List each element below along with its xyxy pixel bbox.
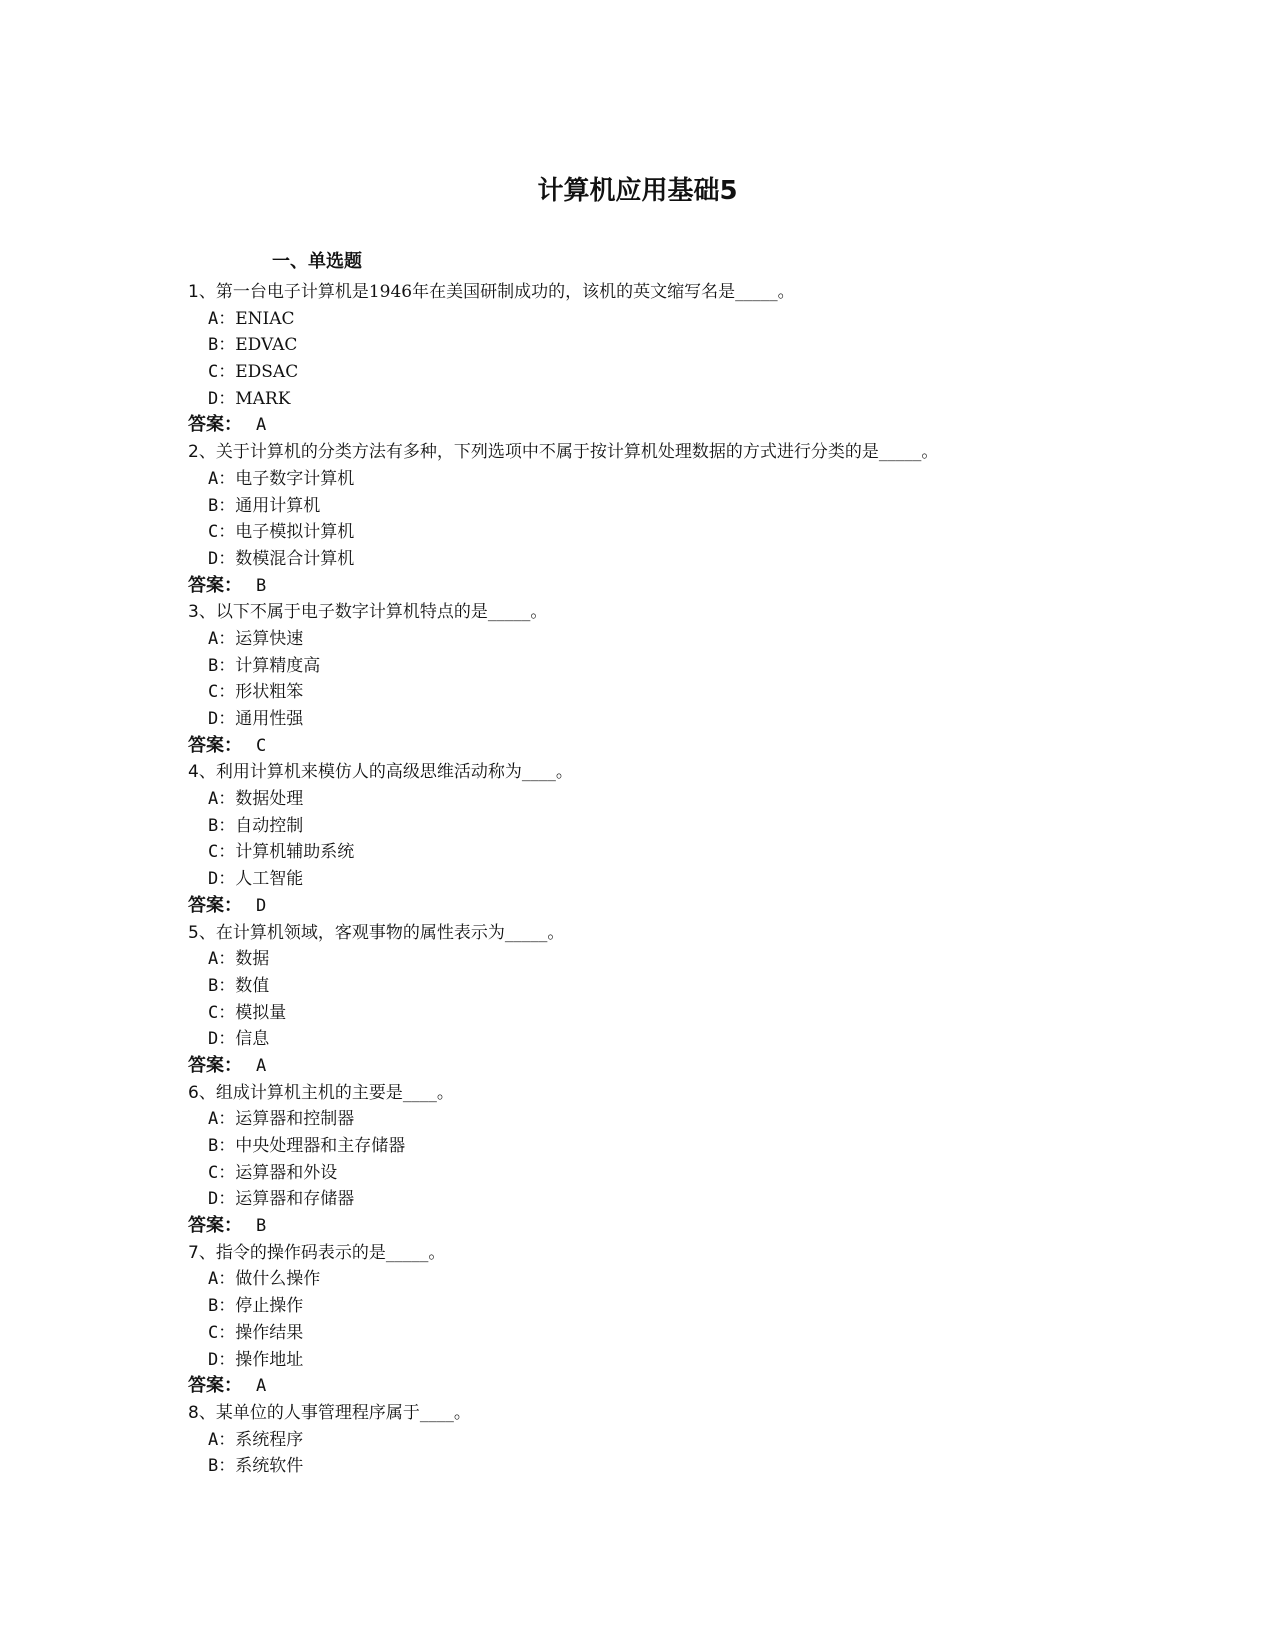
option-letter: B： bbox=[208, 655, 236, 676]
option-item bbox=[188, 973, 1088, 1000]
option-item bbox=[188, 786, 1088, 813]
question-text: 关于计算机的分类方法有多种，下列选项中不属于按计算机处理数据的方式进行分类的是_____。 bbox=[215, 442, 939, 463]
option-text: 运算器和外设 bbox=[235, 1162, 338, 1183]
option-text: 系统软件 bbox=[235, 1456, 304, 1477]
answer-label: 答案： bbox=[188, 894, 242, 916]
option-letter: B： bbox=[208, 495, 236, 516]
question-stem bbox=[188, 599, 1088, 626]
question-number: 2、 bbox=[188, 442, 216, 463]
option-letter: D： bbox=[208, 869, 236, 890]
option-item bbox=[188, 386, 1088, 413]
option-text: 计算精度高 bbox=[235, 655, 321, 676]
option-text: 人工智能 bbox=[235, 869, 304, 890]
option-item bbox=[188, 653, 1088, 680]
question-stem bbox=[188, 1080, 1088, 1107]
answer-value: A bbox=[256, 1055, 267, 1076]
option-letter: C： bbox=[208, 522, 236, 543]
option-text: 数据 bbox=[235, 949, 270, 970]
option-text: 中央处理器和主存储器 bbox=[235, 1136, 406, 1156]
option-item bbox=[188, 493, 1088, 520]
option-item bbox=[188, 1026, 1088, 1053]
option-letter: A： bbox=[208, 308, 236, 329]
option-item bbox=[188, 679, 1088, 706]
option-text: EDSAC bbox=[235, 362, 299, 383]
option-text: 电子数字计算机 bbox=[235, 468, 355, 489]
option-item bbox=[188, 1320, 1088, 1347]
question-number: 8、 bbox=[188, 1402, 216, 1423]
option-text: 操作地址 bbox=[235, 1349, 304, 1370]
question-stem bbox=[188, 759, 1088, 786]
option-item bbox=[188, 1347, 1088, 1374]
question-number: 7、 bbox=[188, 1242, 216, 1263]
question-text: 组成计算机主机的主要是____。 bbox=[215, 1082, 454, 1103]
option-letter: A： bbox=[208, 1269, 236, 1290]
option-text: 通用性强 bbox=[235, 709, 304, 729]
option-text: 做什么操作 bbox=[235, 1269, 321, 1290]
option-letter: B： bbox=[208, 335, 236, 356]
answer-line bbox=[188, 1213, 1088, 1240]
option-text: 电子模拟计算机 bbox=[235, 522, 355, 543]
question-number: 4、 bbox=[188, 762, 216, 783]
question-number: 3、 bbox=[188, 602, 216, 623]
answer-line bbox=[188, 412, 1088, 439]
option-item bbox=[188, 1427, 1088, 1454]
option-text: 运算器和控制器 bbox=[235, 1109, 355, 1130]
option-letter: C： bbox=[208, 1002, 236, 1023]
question-text: 某单位的人事管理程序属于____。 bbox=[215, 1402, 471, 1423]
option-text: 自动控制 bbox=[235, 815, 304, 836]
option-letter: D： bbox=[208, 709, 236, 729]
question-item bbox=[188, 599, 1088, 759]
option-letter: A： bbox=[208, 468, 236, 489]
option-letter: B： bbox=[208, 1456, 236, 1477]
option-item bbox=[188, 813, 1088, 840]
question-text: 以下不属于电子数字计算机特点的是_____。 bbox=[215, 602, 548, 623]
option-letter: B： bbox=[208, 1136, 236, 1156]
option-letter: D： bbox=[208, 1029, 236, 1050]
answer-value: A bbox=[256, 415, 267, 436]
option-item bbox=[188, 332, 1088, 359]
option-letter: C： bbox=[208, 842, 236, 863]
answer-label: 答案： bbox=[188, 1375, 242, 1397]
option-letter: C： bbox=[208, 682, 236, 703]
question-item bbox=[188, 1240, 1088, 1400]
question-text: 利用计算机来模仿人的高级思维活动称为____。 bbox=[215, 762, 573, 783]
option-text: MARK bbox=[235, 388, 291, 409]
option-text: 运算器和存储器 bbox=[235, 1189, 355, 1210]
page-title: 计算机应用基础5 bbox=[537, 176, 738, 206]
option-text: 系统程序 bbox=[235, 1429, 304, 1450]
option-letter: A： bbox=[208, 1429, 236, 1450]
option-text: 停止操作 bbox=[235, 1296, 304, 1317]
option-letter: B： bbox=[208, 975, 236, 996]
option-item bbox=[188, 706, 1088, 733]
option-text: 运算快速 bbox=[235, 628, 304, 649]
answer-value: C bbox=[256, 735, 267, 756]
question-text: 指令的操作码表示的是_____。 bbox=[215, 1242, 446, 1263]
question-item bbox=[188, 439, 1088, 599]
option-item bbox=[188, 466, 1088, 493]
option-letter: A： bbox=[208, 949, 236, 970]
option-text: ENIAC bbox=[235, 308, 295, 329]
option-item bbox=[188, 1186, 1088, 1213]
option-item bbox=[188, 1453, 1088, 1480]
option-text: 模拟量 bbox=[235, 1002, 287, 1023]
option-item bbox=[188, 866, 1088, 893]
answer-label: 答案： bbox=[188, 414, 242, 436]
question-text: 在计算机领域，客观事物的属性表示为_____。 bbox=[215, 922, 565, 943]
answer-value: A bbox=[256, 1376, 267, 1397]
option-item bbox=[188, 306, 1088, 333]
option-item bbox=[188, 1133, 1088, 1160]
option-item bbox=[188, 519, 1088, 546]
question-stem bbox=[188, 1240, 1088, 1267]
option-letter: B： bbox=[208, 1296, 236, 1317]
question-number: 5、 bbox=[188, 922, 216, 943]
option-letter: C： bbox=[208, 1322, 236, 1343]
option-text: 计算机辅助系统 bbox=[235, 842, 355, 863]
option-letter: C： bbox=[208, 362, 236, 383]
option-text: 通用计算机 bbox=[235, 495, 321, 516]
question-stem bbox=[188, 920, 1088, 947]
answer-value: D bbox=[256, 895, 267, 916]
question-item bbox=[188, 759, 1088, 919]
option-item bbox=[188, 359, 1088, 386]
option-letter: A： bbox=[208, 628, 236, 649]
answer-line bbox=[188, 893, 1088, 920]
option-item bbox=[188, 1000, 1088, 1027]
option-item bbox=[188, 1266, 1088, 1293]
question-item bbox=[188, 1400, 1088, 1480]
option-letter: D： bbox=[208, 1189, 236, 1210]
question-stem bbox=[188, 279, 1088, 306]
option-text: 信息 bbox=[235, 1029, 270, 1050]
option-text: EDVAC bbox=[235, 335, 298, 356]
option-letter: D： bbox=[208, 548, 236, 569]
option-item bbox=[188, 839, 1088, 866]
option-letter: D： bbox=[208, 1349, 236, 1370]
option-item bbox=[188, 626, 1088, 653]
option-item bbox=[188, 1106, 1088, 1133]
option-text: 数据处理 bbox=[235, 789, 304, 810]
answer-line bbox=[188, 573, 1088, 600]
answer-label: 答案： bbox=[188, 734, 242, 756]
question-item bbox=[188, 1080, 1088, 1240]
question-number: 1、 bbox=[188, 282, 216, 302]
question-text: 第一台电子计算机是1946年在美国研制成功的，该机的英文缩写名是_____。 bbox=[215, 282, 795, 302]
question-item bbox=[188, 920, 1088, 1080]
answer-value: B bbox=[256, 1216, 267, 1237]
option-letter: D： bbox=[208, 388, 236, 409]
answer-label: 答案： bbox=[188, 1215, 242, 1237]
option-letter: A： bbox=[208, 1109, 236, 1130]
option-item bbox=[188, 946, 1088, 973]
question-item bbox=[188, 279, 1088, 439]
option-text: 形状粗笨 bbox=[235, 682, 304, 703]
option-item bbox=[188, 1160, 1088, 1187]
option-text: 数值 bbox=[235, 975, 270, 996]
answer-label: 答案： bbox=[188, 574, 242, 596]
question-stem bbox=[188, 439, 1088, 466]
option-item bbox=[188, 546, 1088, 573]
answer-value: B bbox=[256, 575, 267, 596]
answer-line bbox=[188, 1373, 1088, 1400]
answer-line bbox=[188, 1053, 1088, 1080]
answer-line bbox=[188, 733, 1088, 760]
question-stem bbox=[188, 1400, 1088, 1427]
question-list bbox=[188, 279, 1088, 1480]
section-heading: 一、单选题 bbox=[272, 251, 362, 272]
option-letter: A： bbox=[208, 789, 236, 810]
question-number: 6、 bbox=[188, 1082, 216, 1103]
option-letter: B： bbox=[208, 815, 236, 836]
answer-label: 答案： bbox=[188, 1054, 242, 1076]
option-text: 操作结果 bbox=[235, 1322, 304, 1343]
option-letter: C： bbox=[208, 1162, 236, 1183]
option-item bbox=[188, 1293, 1088, 1320]
option-text: 数模混合计算机 bbox=[235, 548, 355, 569]
